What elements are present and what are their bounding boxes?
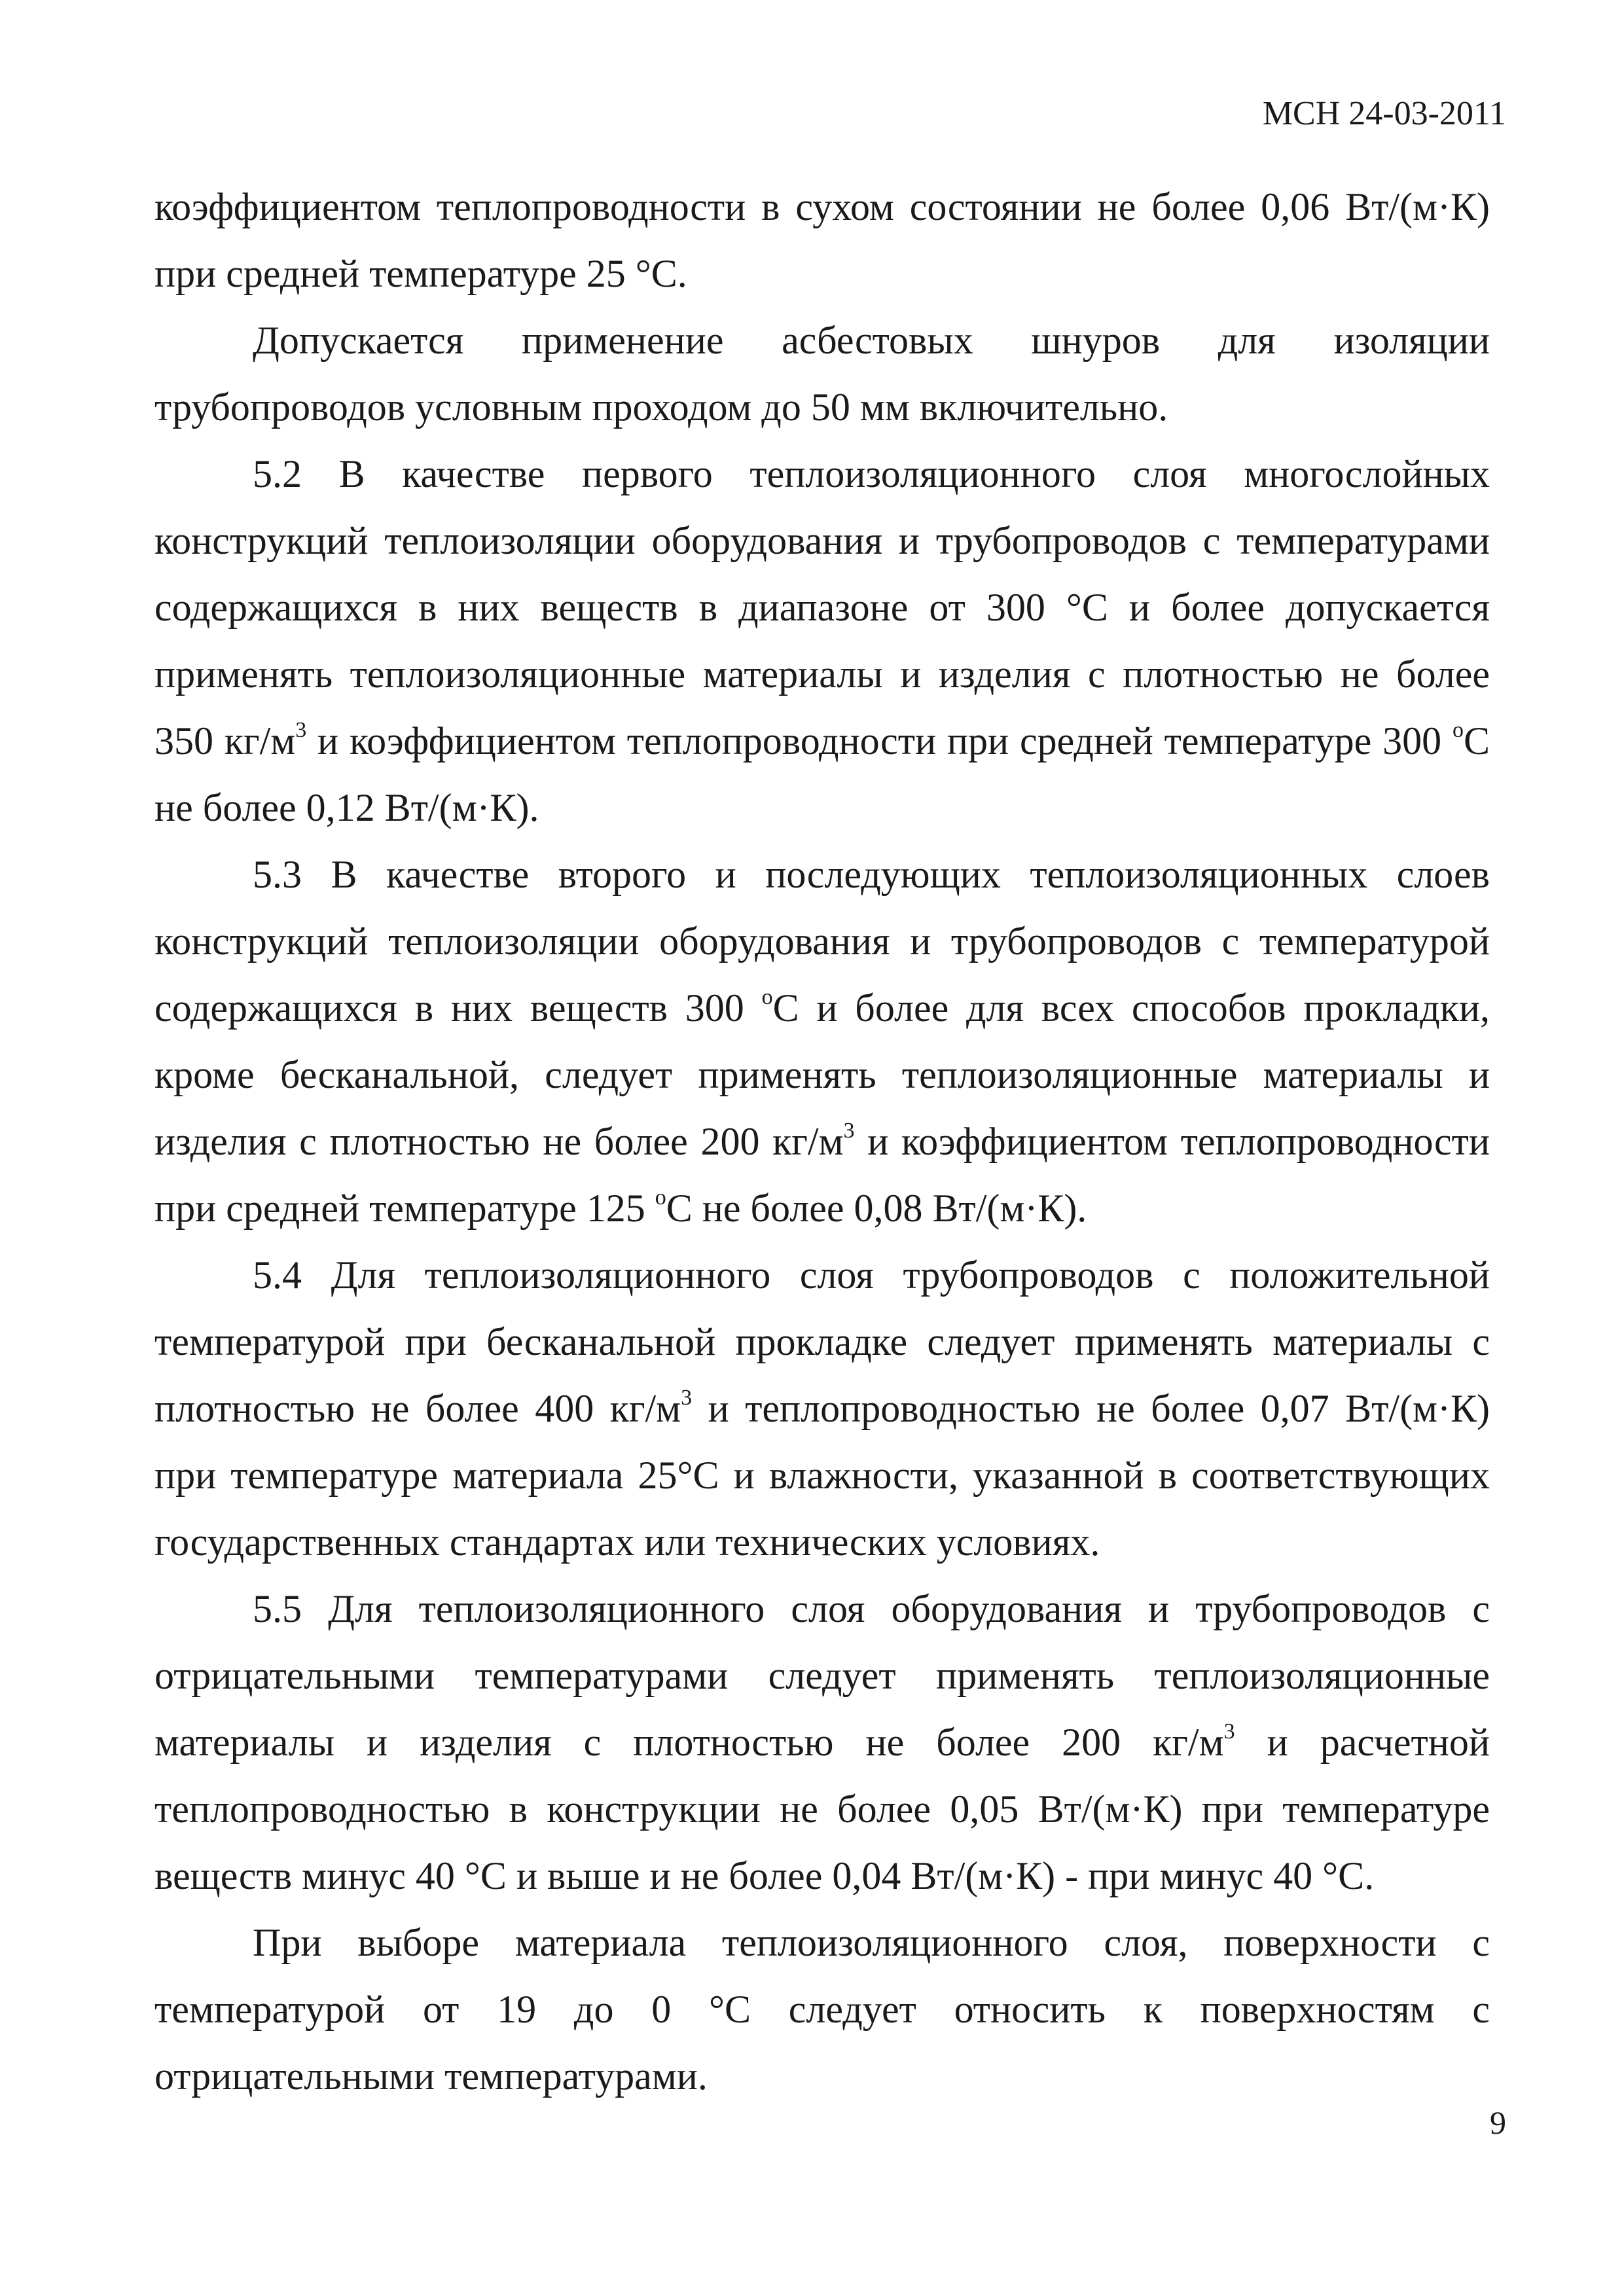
superscript-cubic: 3 [295,718,307,742]
text-5-4-a: 5.4 Для теплоизоляционного слоя трубопроводов с положительной температурой при бесканальной прокладке следует применять материалы с плотностью не более 400 кг/м [154,1253,1490,1430]
text-5-3-b: С и более для всех способов прокладки, кроме бесканальной, следует применять теплоизоляционные материалы и изделия с плотностью не более 200 кг/м [154,986,1490,1163]
text-5-3-d: С не более 0,08 Вт/(м·К). [666,1187,1087,1230]
paragraph-5-2 [154,440,1490,841]
page-number: 9 [1490,2104,1506,2141]
paragraph-asbestos-cords: Допускается применение асбестовых шнуров для изоляции трубопроводов условным проходом до 50 мм включительно. [154,319,1490,429]
paragraph-material-choice: При выборе материала теплоизоляционного слоя, поверхности с температурой от 19 до 0 °С следует относить к поверхностям с отрицательными температурами. [154,1921,1490,2098]
paragraph-5-3 [154,841,1490,1242]
superscript-degree: о [1452,718,1464,742]
text-5-3-c: и коэффициентом теплопроводности при средней температуре 125 [154,1120,1490,1230]
text-5-3-a: 5.3 В качестве второго и последующих теплоизоляционных слоев конструкций теплоизоляции оборудования и трубопроводов с температурой содержащихся в них веществ 300 [154,853,1490,1030]
superscript-cubic: 3 [843,1119,855,1143]
superscript-degree: о [761,985,773,1009]
superscript-cubic: 3 [681,1386,693,1410]
text-5-5-a: 5.5 Для теплоизоляционного слоя оборудования и трубопроводов с отрицательными температурами следует применять теплоизоляционные материалы и изделия с плотностью не более 200 кг/м [154,1587,1490,1764]
document-body [154,173,1490,2109]
paragraph-5-4 [154,1242,1490,1575]
text-5-4-b: и теплопроводностью не более 0,07 Вт/(м·К) при температуре материала 25°С и влажности, указанной в соответствующих государственных стандартах или технических условиях. [154,1387,1490,1564]
text-5-5-b: и расчетной теплопроводностью в конструкции не более 0,05 Вт/(м·К) при температуре веществ минус 40 °С и выше и не более 0,04 Вт/(м·К) - при минус 40 °С. [154,1721,1490,1897]
text-5-2-a: 5.2 В качестве первого теплоизоляционного слоя многослойных конструкций теплоизоляции оборудования и трубопроводов с температурами содержащихся в них веществ в диапазоне от 300 °С и более допускается применять теплоизоляционные материалы и изделия с плотностью не более 350 кг/м [154,452,1490,762]
paragraph-5-5 [154,1575,1490,1909]
superscript-degree: о [655,1185,666,1210]
text-5-2-c: С не более 0,12 Вт/(м·К). [154,719,1490,829]
text-5-2-b: и коэффициентом теплопроводности при средней температуре 300 [306,719,1453,762]
paragraph-continuation: коэффициентом теплопроводности в сухом состоянии не более 0,06 Вт/(м·К) при средней температуре 25 °С. [154,185,1490,295]
document-code: МСН 24-03-2011 [1262,95,1506,132]
superscript-cubic: 3 [1223,1719,1235,1744]
